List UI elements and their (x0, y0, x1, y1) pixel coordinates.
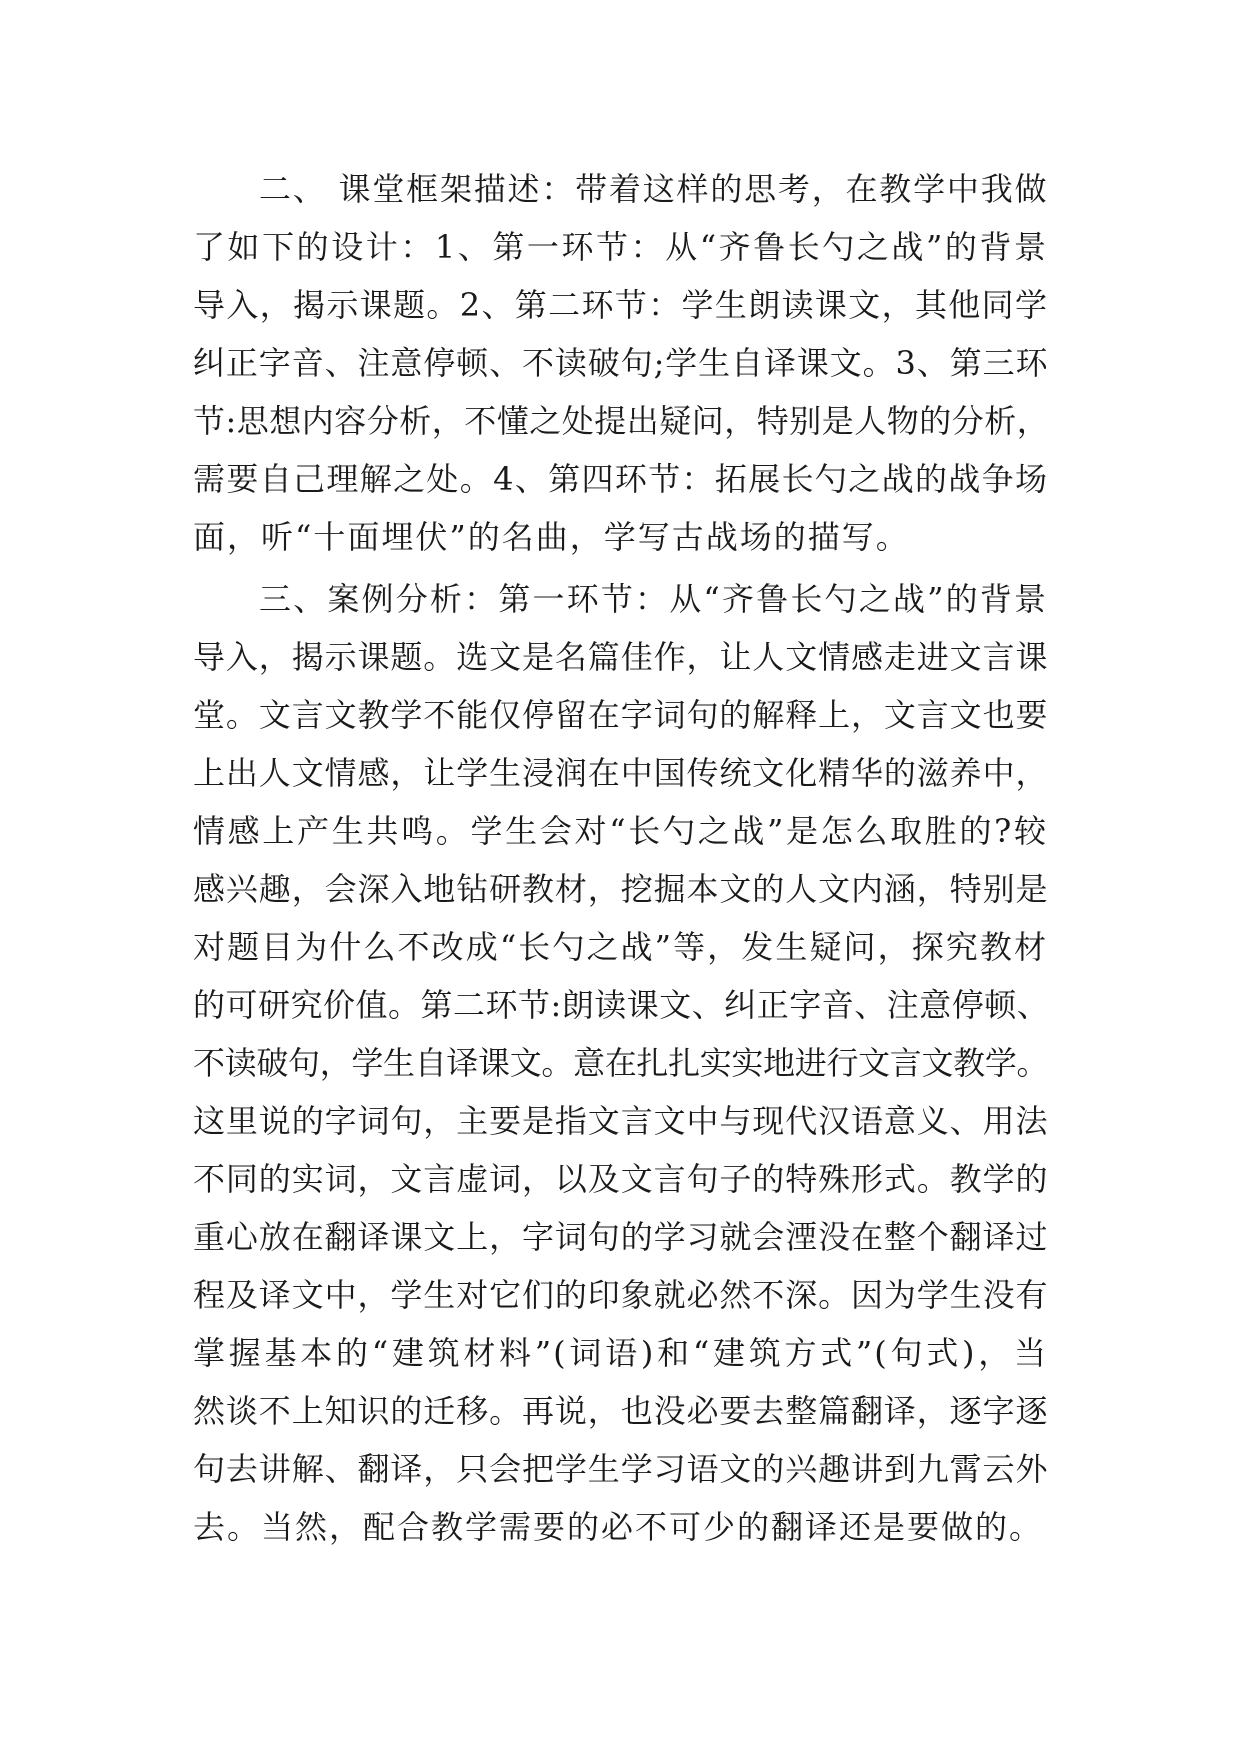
text-line: 感兴趣，会深入地钻研教材，挖掘本文的人文内涵，特别是 (193, 870, 1048, 908)
text-line: 这里说的字词句，主要是指文言文中与现代汉语意义、用法 (193, 1102, 1048, 1140)
text-line: 纠正字音、注意停顿、不读破句;学生自译课文。3、第三环 (193, 344, 1048, 382)
text-line: 程及译文中，学生对它们的印象就必然不深。因为学生没有 (193, 1276, 1048, 1314)
paragraph-case-analysis (193, 570, 1048, 1556)
text-line: 的可研究价值。第二环节:朗读课文、纠正字音、注意停顿、 (193, 986, 1050, 1024)
text-line: 情感上产生共鸣。学生会对“长勺之战”是怎么取胜的?较 (193, 812, 1048, 850)
text-line: 堂。文言文教学不能仅停留在字词句的解释上，文言文也要 (193, 696, 1048, 734)
paragraph-course-framework (193, 160, 1048, 566)
text-line: 需要自己理解之处。4、第四环节：拓展长勺之战的战争场 (193, 460, 1048, 498)
text-line: 去。当然，配合教学需要的必不可少的翻译还是要做的。 (193, 1508, 1044, 1546)
text-line: 句去讲解、翻译，只会把学生学习语文的兴趣讲到九霄云外 (193, 1450, 1048, 1488)
text-line: 重心放在翻译课文上，字词句的学习就会湮没在整个翻译过 (193, 1218, 1048, 1256)
text-line: 面，听“十面埋伏”的名曲，学写古战场的描写。 (193, 518, 910, 556)
text-line: 掌握基本的“建筑材料”(词语)和“建筑方式”(句式)，当 (193, 1334, 1048, 1372)
text-line: 然谈不上知识的迁移。再说，也没必要去整篇翻译，逐字逐 (193, 1392, 1048, 1430)
text-line: 对题目为什么不改成“长勺之战”等，发生疑问，探究教材 (193, 928, 1048, 966)
text-line: 上出人文情感，让学生浸润在中国传统文化精华的滋养中， (193, 754, 1048, 792)
text-line: 了如下的设计：1、第一环节：从“齐鲁长勺之战”的背景 (193, 228, 1048, 266)
body-text (193, 160, 1048, 1556)
text-line: 二、 课堂框架描述：带着这样的思考，在教学中我做 (259, 170, 1048, 208)
text-line: 导入，揭示课题。选文是名篇佳作，让人文情感走进文言课 (193, 638, 1048, 676)
text-line: 三、案例分析：第一环节：从“齐鲁长勺之战”的背景 (259, 580, 1048, 618)
text-line: 不读破句，学生自译课文。意在扎扎实实地进行文言文教学。 (193, 1044, 1048, 1082)
text-line: 导入，揭示课题。2、第二环节：学生朗读课文，其他同学 (193, 286, 1048, 324)
text-line: 节:思想内容分析，不懂之处提出疑问，特别是人物的分析， (193, 402, 1050, 440)
text-line: 不同的实词，文言虚词，以及文言句子的特殊形式。教学的 (193, 1160, 1048, 1198)
